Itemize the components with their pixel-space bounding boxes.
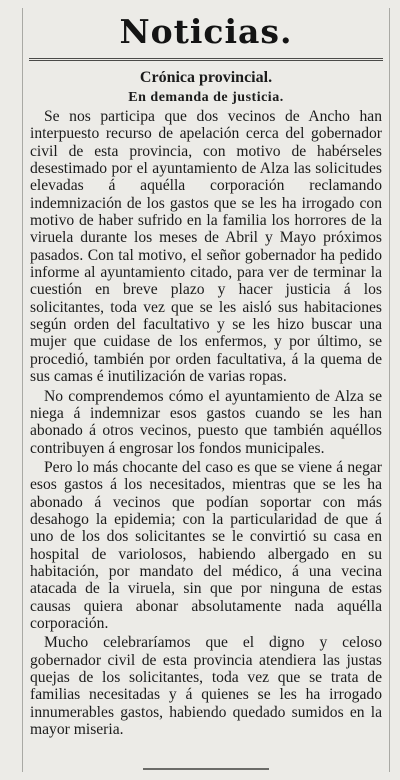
paragraph-2: No comprendemos cómo el ayuntamiento de Alza se niega á indemnizar esos gastos cuando se les han abonado á otros vecinos, puesto que también aquéllos contribuyen á engrosar los fondos municipales.	[30, 387, 382, 457]
end-rule	[143, 768, 269, 770]
masthead: Noticias.	[119, 12, 293, 51]
paragraph-3: Pero lo más chocante del caso es que se viene á negar esos gastos á los necesitados, mientras que se les ha abonado á vecinos que podían soportar con más desahogo la epidemia; con la particularidad de que á uno de los dos solicitantes se le convirtió su casa en hospital de variolosos, habiendo albergado en su habitación, por mandato del médico, á una vecina atacada de la viruela, sin que por ninguna de estas causas quiera abonar absolutamente nada aquélla corporación.	[30, 458, 382, 632]
article-title: En demanda de justicia.	[128, 90, 284, 105]
paragraph-4: Mucho celebraríamos que el digno y celoso gobernador civil de esta provincia atendiera las justas quejas de los solicitantes, toda vez que se trata de familias necesitadas y á quienes se les ha irrogado innumerables gastos, habiendo quedado sumidos en la mayor miseria.	[30, 634, 382, 739]
paragraph-1: Se nos participa que dos vecinos de Ancho han interpuesto recurso de apelación cerca del gobernador civil de esta provincia, con motivo de habérseles desestimado por el ayuntamiento de Alza las solicitudes elevadas á aquélla corporación reclamando indemnización de los gastos que se les ha irrogado con motivo de haber sufrido en la familia los horrores de la viruela durante los meses de Abril y Mayo próximos pasados. Con tal motivo, el señor gobernador ha pedido informe al ayuntamiento citado, para ver de terminar la cuestión en breve plazo y hacer justicia á los solicitantes, toda vez que se les aisló sus habitaciones según orden del facultativo y se les hizo buscar una mujer que cuidase de los enfermos, y por último, se procedió, también por orden facultativa, á la quema de sus camas é inutilización de varias ropas.	[30, 108, 382, 386]
newspaper-column	[22, 8, 390, 772]
article-body	[23, 108, 389, 738]
section-title: Crónica provincial.	[139, 69, 273, 86]
masthead-rule	[29, 58, 383, 61]
